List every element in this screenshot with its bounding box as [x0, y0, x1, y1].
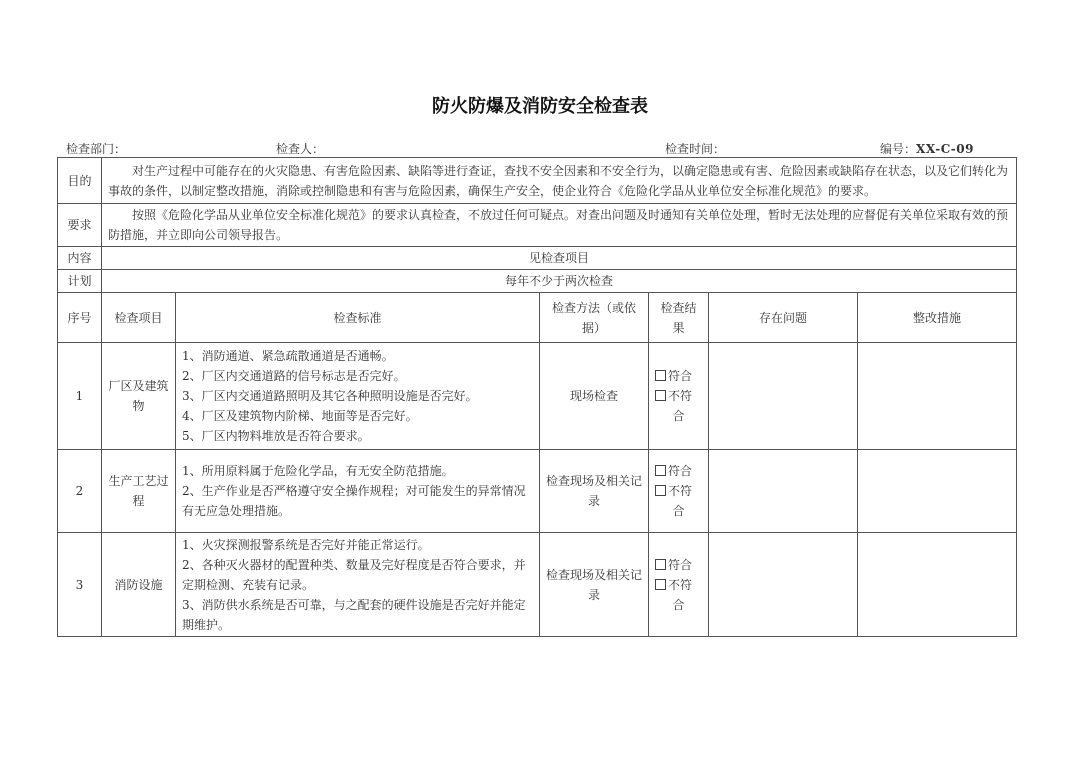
- standard-line: 4、厂区及建筑物内阶梯、地面等是否完好。: [182, 409, 418, 423]
- standard-line: 3、消防供水系统是否可靠，与之配套的硬件设施是否完好并能定期维护。: [182, 597, 526, 632]
- row-standards: [176, 450, 540, 533]
- row-problems-cell[interactable]: [709, 533, 858, 637]
- dept-label: 检查部门：: [66, 142, 127, 156]
- col-problems: 存在问题: [709, 293, 858, 343]
- plan-text: 每年不少于两次检查: [102, 270, 1017, 293]
- form-number-value: XX-C-09: [916, 142, 974, 156]
- purpose-text: 对生产过程中可能存在的火灾隐患、有害危险因素、缺陷等进行查证，查找不安全因素和不安全行为，以确定隐患或有害、危险因素或缺陷存在状态，以及它们转化为事故的条件，以制定整改措施，消除或控制隐患和有害与危险因素，确保生产安全，使企业符合《危险化学品从业单位安全标准化规范》的要求。: [102, 158, 1017, 204]
- row-measures-cell[interactable]: [858, 533, 1017, 637]
- plan-row: [58, 270, 1017, 293]
- form-number: [880, 140, 974, 157]
- requirement-label: 要求: [58, 204, 102, 247]
- inspector-label: 检查人：: [276, 142, 325, 156]
- standard-line: 2、各种灭火器材的配置种类、数量及完好程度是否符合要求，并定期检测、充装有记录。: [182, 557, 526, 592]
- row-result: [649, 533, 709, 637]
- standard-line: 3、厂区内交通道路照明及其它各种照明设施是否完好。: [182, 389, 478, 403]
- conform-checkbox[interactable]: [655, 559, 666, 570]
- row-method: 检查现场及相关记录: [540, 533, 649, 637]
- col-item: 检查项目: [102, 293, 176, 343]
- content-label: 内容: [58, 247, 102, 270]
- row-measures-cell[interactable]: [858, 450, 1017, 533]
- nonconform-checkbox[interactable]: [655, 485, 666, 496]
- conform-label: 符合: [668, 369, 693, 383]
- row-measures-cell[interactable]: [858, 343, 1017, 450]
- purpose-row: [58, 158, 1017, 204]
- plan-label: 计划: [58, 270, 102, 293]
- content-text: 见检查项目: [102, 247, 1017, 270]
- conform-label: 符合: [668, 557, 693, 572]
- table-row: [58, 533, 1017, 637]
- purpose-label: 目的: [58, 158, 102, 204]
- standard-line: 2、生产作业是否严格遵守安全操作规程；对可能发生的异常情况有无应急处理措施。: [182, 484, 526, 518]
- col-method: 检查方法（或依据）: [540, 293, 649, 343]
- nonconform-checkbox[interactable]: [655, 390, 666, 401]
- column-header-row: [58, 293, 1017, 343]
- inspection-table: [57, 157, 1017, 637]
- row-problems-cell[interactable]: [709, 450, 858, 533]
- standard-line: 1、消防通道、紧急疏散通道是否通畅。: [182, 349, 394, 363]
- col-standard: 检查标准: [176, 293, 540, 343]
- conform-checkbox[interactable]: [655, 370, 666, 381]
- row-result: [649, 450, 709, 533]
- row-item: 厂区及建筑物: [102, 343, 176, 450]
- row-standards: [176, 343, 540, 450]
- standard-line: 1、火灾探测报警系统是否完好并能正常运行。: [182, 537, 430, 552]
- standard-line: 2、厂区内交通道路的信号标志是否完好。: [182, 369, 406, 383]
- standard-line: 1、所用原料属于危险化学品，有无安全防范措施。: [182, 464, 454, 478]
- row-result: [649, 343, 709, 450]
- table-row: [58, 450, 1017, 533]
- form-number-label: 编号：: [880, 142, 917, 156]
- row-standards: [176, 533, 540, 637]
- row-item: 生产工艺过程: [102, 450, 176, 533]
- nonconform-label: 不符: [668, 484, 693, 498]
- row-seq: 1: [58, 343, 102, 450]
- requirement-text: 按照《危险化学品从业单位安全标准化规范》的要求认真检查，不放过任何可疑点。对查出问题及时通知有关单位处理，暂时无法处理的应督促有关单位采取有效的预防措施，并立即向公司领导报告。: [102, 204, 1017, 247]
- col-seq: 序号: [58, 293, 102, 343]
- conform-label: 符合: [668, 464, 693, 478]
- nonconform-label: 不符: [668, 577, 693, 592]
- time-label: 检查时间：: [665, 142, 726, 156]
- table-row: [58, 343, 1017, 450]
- form-title: 防火防爆及消防安全检查表: [432, 96, 648, 117]
- row-method: 检查现场及相关记录: [540, 450, 649, 533]
- col-result: 检查结果: [649, 293, 709, 343]
- row-seq: 2: [58, 450, 102, 533]
- nonconform-checkbox[interactable]: [655, 579, 666, 590]
- nonconform-label-cont: 合: [672, 597, 685, 612]
- row-item: 消防设施: [102, 533, 176, 637]
- standard-line: 5、厂区内物料堆放是否符合要求。: [182, 429, 370, 443]
- requirement-row: [58, 204, 1017, 247]
- row-problems-cell[interactable]: [709, 343, 858, 450]
- conform-checkbox[interactable]: [655, 465, 666, 476]
- col-measures: 整改措施: [858, 293, 1017, 343]
- nonconform-label: 不符: [668, 389, 693, 403]
- nonconform-label-cont: 合: [672, 504, 685, 518]
- content-row: [58, 247, 1017, 270]
- row-seq: 3: [58, 533, 102, 637]
- row-method: 现场检查: [540, 343, 649, 450]
- nonconform-label-cont: 合: [672, 409, 685, 423]
